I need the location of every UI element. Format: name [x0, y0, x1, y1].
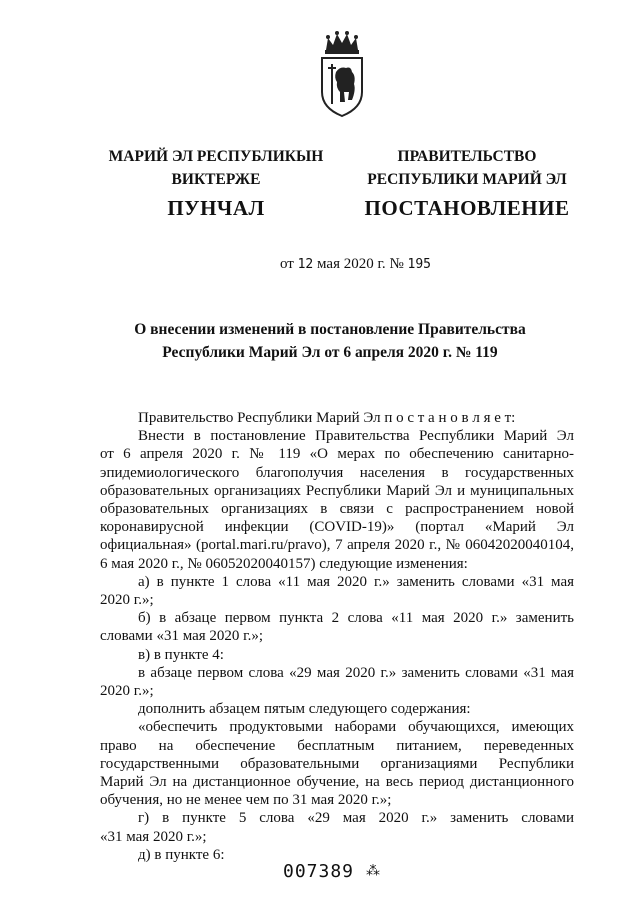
date-month-year: мая 2020 г. [317, 256, 386, 272]
body-line: образовательных организациях Республики Марий Эл и муниципальных [100, 482, 574, 499]
body-line: обучения, но не менее чем по 31 мая 2020 г.»; [100, 792, 392, 809]
header-right-doc-type: ПОСТАНОВЛЕНИЕ [364, 196, 570, 220]
header-right-line1: ПРАВИТЕЛЬСТВО [397, 148, 537, 165]
header-left-line2: ВИКТЕРЖЕ [171, 171, 261, 188]
body-line: образовательных организациях в связи с распространением новой [100, 501, 574, 518]
body-line: «обеспечить продуктовыми наборами обучающихся, имеющих [138, 719, 574, 736]
body-line: в абзаце первом слова «29 мая 2020 г.» заменить словами «31 мая [138, 664, 574, 681]
header-russian-language [354, 145, 580, 223]
date-day: 12 [297, 257, 314, 272]
body-line: словами «31 мая 2020 г.»; [100, 628, 264, 645]
form-serial-number [283, 861, 381, 882]
body-line: от 6 апреля 2020 г. № 119 «О мерах по обеспечению санитарно- [100, 446, 574, 463]
body-line: г) в пункте 5 слова «29 мая 2020 г.» заменить словами [138, 810, 574, 827]
body-line: б) в абзаце первом пункта 2 слова «11 мая 2020 г.» заменить [138, 610, 574, 627]
body-line: государственными образовательными организациями Республики [100, 755, 574, 772]
coat-of-arms-emblem [318, 28, 366, 118]
number-sign: № [389, 256, 404, 272]
body-line: «31 мая 2020 г.»; [100, 828, 207, 845]
ornament-mark: ⁂ [366, 863, 382, 879]
date-prefix: от [280, 256, 294, 272]
body-line: дополнить абзацем пятым следующего содержания: [138, 701, 471, 718]
body-line: в) в пункте 4: [138, 646, 224, 663]
document-body [100, 409, 574, 864]
body-line: Внести в постановление Правительства Республики Марий Эл [138, 428, 574, 445]
title-line-1: О внесении изменений в постановление Правительства [134, 321, 526, 338]
header-left-doc-type: ПУНЧАЛ [167, 196, 265, 220]
document-date-number [280, 256, 431, 273]
serial-number: 007389 [283, 861, 355, 882]
body-line: эпидемиологического благополучия населения в государственных [100, 464, 574, 481]
body-line: Правительство Республики Марий Эл п о с т а н о в л я е т: [138, 410, 516, 426]
body-line: а) в пункте 1 слова «11 мая 2020 г.» заменить словами «31 мая [138, 573, 574, 590]
document-number: 195 [407, 257, 431, 272]
body-line: право на обеспечение бесплатным питанием, переведенных [100, 737, 574, 754]
body-line: официальная» (portal.mari.ru/pravo), 7 апреля 2020 г., № 06042020040104, [100, 537, 574, 554]
body-line: д) в пункте 6: [138, 846, 225, 863]
title-line-2: Республики Марий Эл от 6 апреля 2020 г. № 119 [162, 344, 498, 361]
body-line: 6 мая 2020 г., № 06052020040157) следующие изменения: [100, 555, 468, 572]
body-line: 2020 г.»; [100, 683, 154, 700]
header-left-line1: МАРИЙ ЭЛ РЕСПУБЛИКЫН [108, 148, 324, 165]
document-title [100, 318, 560, 364]
body-line: коронавирусной инфекции (COVID-19)» (портал «Марий Эл [100, 519, 574, 536]
body-line: 2020 г.»; [100, 592, 154, 609]
header-mari-language [96, 145, 336, 223]
body-line: Марий Эл на дистанционное обучение, на весь период дистанционного [100, 774, 574, 791]
header-right-line2: РЕСПУБЛИКИ МАРИЙ ЭЛ [367, 171, 567, 188]
